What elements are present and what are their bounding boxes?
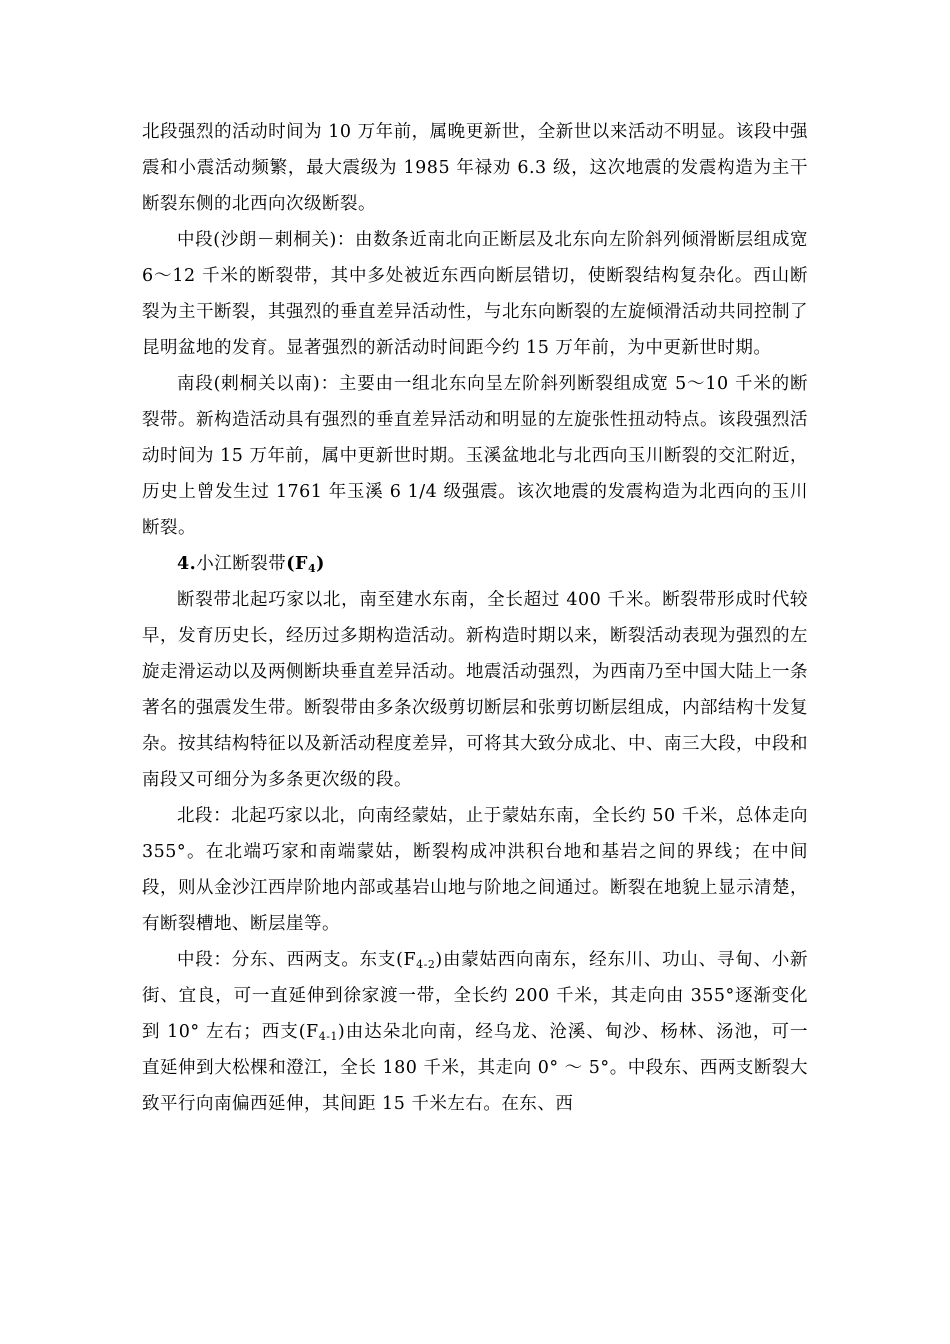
- heading-code-close: ): [316, 554, 325, 574]
- east-branch-subscript: 4-2: [416, 958, 436, 971]
- middle-section-text-a: 中段：分东、西两支。东支(F: [177, 950, 417, 970]
- paragraph-south-section: 南段(剌桐关以南)：主要由一组北东向呈左阶斜列断裂组成宽 5～10 千米的断裂带。新构造活动具有强烈的垂直差异活动和明显的左旋张性扭动特点。该段强烈活动时间为 15 万年前，属中更新世时期。玉溪盆地北与北西向玉川断裂的交汇附近，历史上曾发生过 1761 年玉溪 6 1/4 级强震。该次地震的发震构造为北西向的玉川断裂。: [142, 374, 808, 538]
- document-page: [142, 114, 808, 1122]
- paragraph-fault-overview: 断裂带北起巧家以北，南至建水东南，全长超过 400 千米。断裂带形成时代较早，发育历史长，经历过多期构造活动。新构造时期以来，断裂活动表现为强烈的左旋走滑运动以及两侧断块垂直差异活动。地震活动强烈，为西南乃至中国大陆上一条著名的强震发生带。断裂带由多条次级剪切断层和张剪切断层组成，内部结构十发复杂。按其结构特征以及新活动程度差异，可将其大致分成北、中、南三大段，中段和南段又可细分为多条更次级的段。: [142, 590, 808, 790]
- heading-code-subscript: 4: [308, 562, 317, 575]
- paragraph-fault-north-section: 北段：北起巧家以北，向南经蒙姑，止于蒙姑东南，全长约 50 千米，总体走向 355°。在北端巧家和南端蒙姑，断裂构成冲洪积台地和基岩之间的界线；在中间段，则从金沙江西岸阶地内部或基岩山地与阶地之间通过。断裂在地貌上显示清楚，有断裂槽地、断层崖等。: [142, 806, 808, 934]
- middle-section-text-c: )由达朵北向南，经乌龙、沧溪、甸沙、杨林、汤池，可一直延伸到大松棵和澄江，全长 180 千米，其走向 0° ～ 5°。中段东、西两支断裂大致平行向南偏西延伸，其间距 15 千米左右。在东、西: [142, 1022, 808, 1114]
- heading-code-open: (F: [286, 554, 308, 574]
- heading-title: 小江断裂带: [196, 554, 287, 574]
- paragraph-fault-middle-section: [142, 942, 808, 1122]
- section-heading-xiaojiang-fault: [142, 546, 808, 582]
- middle-section-text-b: )由蒙姑西向南东，经东川、功山、寻甸、小新街、宜良，可一直延伸到徐家渡一带，全长约 200 千米，其走向由 355°逐渐变化到 10° 左右；西支(F: [142, 950, 808, 1042]
- paragraph-middle-section: 中段(沙朗－剌桐关)：由数条近南北向正断层及北东向左阶斜列倾滑断层组成宽 6～12 千米的断裂带，其中多处被近东西向断层错切，使断裂结构复杂化。西山断裂为主干断裂，其强烈的垂直差异活动性，与北东向断裂的左旋倾滑活动共同控制了昆明盆地的发育。显著强烈的新活动时间距今约 15 万年前，为中更新世时期。: [142, 230, 808, 358]
- paragraph-north-section-continued: 北段强烈的活动时间为 10 万年前，属晚更新世，全新世以来活动不明显。该段中强震和小震活动频繁，最大震级为 1985 年禄劝 6.3 级，这次地震的发震构造为主干断裂东侧的北西向次级断裂。: [142, 122, 808, 214]
- heading-number: 4.: [177, 554, 197, 574]
- west-branch-subscript: 4-1: [318, 1030, 338, 1043]
